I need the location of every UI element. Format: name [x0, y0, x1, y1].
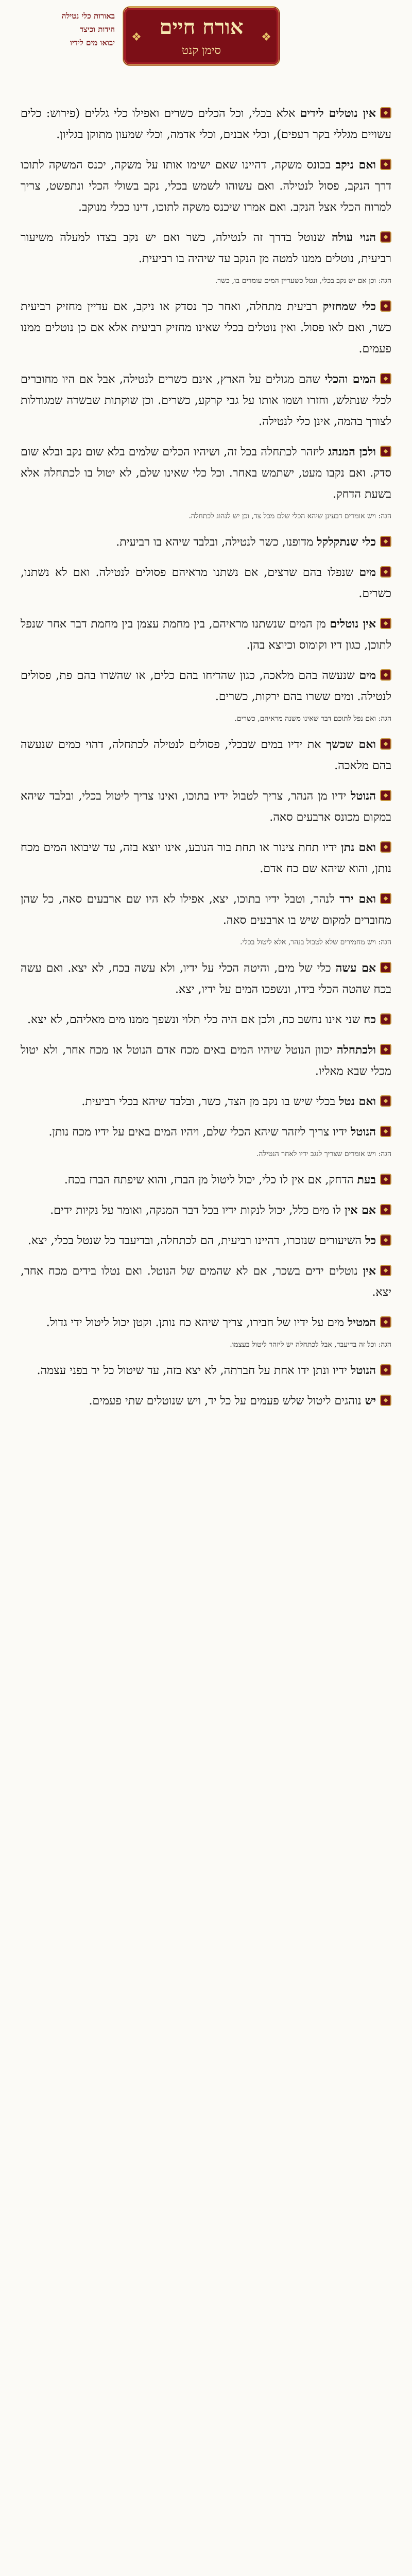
- paragraph-lead: ולכן המנהג: [328, 445, 376, 459]
- paragraph-lead: אין נוטלים לידים: [300, 107, 376, 120]
- paragraph-marker-icon: [380, 373, 391, 384]
- paragraph: [21, 665, 391, 707]
- paragraph: [21, 1122, 391, 1143]
- paragraph: [21, 1170, 391, 1191]
- paragraph-marker-icon: [380, 1044, 391, 1055]
- gloss-note: הגה: ויש אומרים דבעינן שיהא הכלי שלם מכל צד, וכן יש לנהוג לכתחלה.: [188, 512, 391, 520]
- paragraph-text: אלא בכלי, וכל הכלים כשרים ואפילו כלי גללים (פירוש: כלים עשויים מגללי בקר רעפים), וכלי אבנים, וכלי אדמה, וכלי שמעון מתוקן בגליון.: [21, 107, 391, 141]
- paragraph-text: ליזהר לכתחלה בכל זה, ושיהיו הכלים שלמים בלא שום נקב ובלא שום סדק. ואם נקבו מעט, ישתמש באחר. וכל כלי שאינו שלם, לא יטול בו לכתחלה אלא בשעת הדחק.: [21, 446, 391, 501]
- paragraph: [21, 369, 391, 432]
- paragraph: [21, 1230, 391, 1251]
- paragraph: [21, 1200, 391, 1221]
- gloss-note: הגה: וכל זה בדיעבד, אבל לכתחלה יש ליזהר ליטול בעצמו.: [230, 1341, 391, 1349]
- header-side-text: [14, 9, 115, 49]
- paragraph-lead: הנוי עולה: [332, 231, 376, 244]
- paragraph-text: ידיו צריך ליזהר שיהא הכלי שלם, ויהיו המים באים על ידיו מכח נותן.: [48, 1126, 351, 1139]
- paragraph-text: בכלי שיש בו נקב מן הצד, כשר, ובלבד שיהא בכלי רביעית.: [81, 1095, 339, 1108]
- paragraph-marker-icon: [380, 738, 391, 750]
- paragraph-text: לו מים כלל, יכול לנקות ידיו בכל דבר המנקה, ואומר על נקיות ידים.: [50, 1204, 345, 1217]
- paragraph-lead: מים: [359, 669, 376, 682]
- paragraph: [21, 958, 391, 1000]
- paragraph: [21, 786, 391, 828]
- paragraph-lead: ולכתחלה: [336, 1043, 376, 1057]
- paragraph-text: ידיו ונתן ידו אחת על חברתה, לא יצא בזה, עד שיטול כל יד בפני עצמה.: [37, 1364, 351, 1377]
- paragraph-lead: אם עשה: [335, 961, 376, 975]
- paragraph-marker-icon: [380, 1095, 391, 1107]
- header: [0, 0, 412, 103]
- paragraph-text: נוטלים ידים בשכר, אם לא שהמים של הנוטל. ואם נטלו בידים מכח אחר, יצא.: [21, 1265, 391, 1299]
- paragraph: [21, 155, 391, 218]
- paragraph-text: שני אינו נחשב כח, ולכן אם היה כלי תלוי ונשפך ממנו מים מאליהם, לא יצא.: [27, 1013, 364, 1026]
- paragraph: [21, 1009, 391, 1030]
- page-subtitle: סימן קנט: [181, 44, 221, 57]
- paragraph-text: יכוון הנוטל שיהיו המים באים מכח אדם הנוטל או מכח אחר, ולא יטול מכלי שבא מאליו.: [21, 1044, 391, 1078]
- paragraph-marker-icon: [380, 566, 391, 578]
- paragraph: [21, 1091, 391, 1112]
- side-line: באורות כלי נטילה: [61, 11, 115, 21]
- paragraph-lead: כח: [364, 1013, 376, 1026]
- paragraph-lead: ואם נטל: [339, 1095, 376, 1108]
- paragraph-text: רביעית מתחלה, ואחר כך נסדק או ניקב, אם עדיין מחזיק רביעית כשר, ואם לאו פסול. ואין נוטלים בכלי שאינו מחזיק רביעית אלא אם כן נוטלים ממנו פעמים.: [21, 300, 391, 355]
- paragraph: [21, 837, 391, 879]
- paragraph-marker-icon: [380, 107, 391, 118]
- paragraph-marker-icon: [380, 231, 391, 243]
- paragraph: [21, 1040, 391, 1082]
- paragraph-lead: כלי שנתקלקל: [317, 535, 376, 549]
- paragraph-lead: ואם שכשך: [326, 738, 376, 751]
- paragraph-marker-icon: [380, 618, 391, 629]
- paragraph-marker-icon: [380, 1174, 391, 1185]
- gloss-note: הגה: וכן אם יש נקב בכלי, ונטל כשעדיין המים עומדים בו, כשר.: [215, 277, 391, 285]
- page-title: אורח חיים: [159, 15, 244, 39]
- paragraph-text: שנפלו בהם שרצים, אם נשתנו מראיהם פסולים לנטילה. ואם לא נשתנו, כשרים.: [21, 566, 391, 600]
- ornament-icon: ❖: [131, 31, 142, 44]
- paragraph-lead: הנוטל: [350, 1125, 376, 1139]
- paragraph-marker-icon: [380, 1013, 391, 1025]
- paragraph-marker-icon: [380, 1126, 391, 1137]
- paragraph-marker-icon: [380, 1395, 391, 1406]
- paragraph-marker-icon: [380, 536, 391, 547]
- paragraph-text: שנוטל בדרך זה לנטילה, כשר ואם יש נקב בצדו למעלה משיעור רביעית, נוטלים ממנו למטה מן הנקב עד שיהיה בו רביעית.: [21, 231, 391, 265]
- paragraph-text: מן המים שנשתנו מראיהם, בין מחמת עצמן בין מחמת דבר אחר שנפל לתוכן, כגון דיו וקומוס וכיוצא בהן.: [21, 618, 391, 652]
- gloss-note: הגה: ויש אומרים שצריך לנגב ידיו לאחר הנטילה.: [256, 1150, 391, 1158]
- paragraph-marker-icon: [380, 1364, 391, 1376]
- paragraph: [21, 1261, 391, 1303]
- paragraph-text: נוהגים ליטול שלש פעמים על כל יד, ויש שנוטלים שתי פעמים.: [89, 1395, 365, 1408]
- paragraph-marker-icon: [380, 1316, 391, 1328]
- paragraph-text: השיעורים שנזכרו, דהיינו רביעית, הם לכתחלה, ובדיעבד כל שנטל בכלי, יצא.: [27, 1234, 365, 1247]
- paragraph: [21, 227, 391, 269]
- main-content: [21, 103, 391, 1421]
- paragraph-lead: ואם נתן: [341, 841, 376, 854]
- paragraph: [21, 442, 391, 505]
- side-line: הידות וכיצד: [79, 25, 115, 34]
- paragraph-lead: ואם ירד: [339, 892, 376, 906]
- paragraph-lead: הנוטל: [350, 789, 376, 803]
- paragraph-text: כלי של מים, והיטה הכלי על ידיו, ולא עשה בכח, לא יצא. ואם עשה בכח שהטה הכלי בידו, ונשפכו המים על ידיו, יצא.: [21, 962, 391, 996]
- paragraph: [21, 889, 391, 931]
- paragraph-lead: כל: [365, 1234, 376, 1247]
- paragraph-text: ידיו מן הנהר, צריך לטבול ידיו בתוכו, ואינו צריך ליטול בכלי, ובלבד שיהא במקום מכונס ארבעים סאה.: [21, 790, 391, 824]
- paragraph-text: שנעשה בהם מלאכה, כגון שהדיחו בהם כלים, או שהשרו בהם פת, פסולים לנטילה. ומים ששרו בהם ירקות, כשרים.: [21, 669, 391, 703]
- paragraph-marker-icon: [380, 893, 391, 904]
- paragraph: [21, 1312, 391, 1333]
- paragraph-marker-icon: [380, 1265, 391, 1276]
- paragraph-text: מים על ידיו של חבירו, צריך שיהא כח נותן. וקטן יכול ליטול ידי גדול.: [46, 1316, 348, 1329]
- paragraph-lead: הנוטל: [350, 1364, 376, 1377]
- paragraph-lead: אין: [363, 1264, 376, 1278]
- paragraph-lead: כלי שמחזיק: [322, 300, 376, 313]
- paragraph-lead: בעת: [357, 1173, 376, 1187]
- paragraph-lead: אם אין: [344, 1204, 376, 1217]
- gloss-note: הגה: ויש מחמירים שלא לטבול בנהר, אלא ליטול בכלי.: [240, 938, 391, 946]
- paragraph-marker-icon: [380, 1204, 391, 1215]
- paragraph: [21, 1391, 391, 1412]
- gloss-note: הגה: ואם נפל לתוכם דבר שאינו משנה מראיהם, כשרים.: [234, 715, 391, 723]
- title-banner: [123, 6, 280, 66]
- paragraph: [21, 103, 391, 145]
- paragraph-marker-icon: [380, 1234, 391, 1246]
- paragraph-text: מדופנו, כשר לנטילה, ובלבד שיהא בו רביעית.: [116, 536, 317, 549]
- paragraph: [21, 614, 391, 656]
- paragraph-lead: יש: [365, 1394, 376, 1408]
- paragraph-lead: המטיל: [347, 1316, 376, 1329]
- paragraph-marker-icon: [380, 669, 391, 681]
- paragraph-lead: אין נוטלים: [330, 617, 376, 631]
- paragraph: [21, 532, 391, 553]
- paragraph-text: שהם מגולים על הארץ, אינם כשרים לנטילה, אבל אם היו מחוברים לכלי שנתלש, וחזרו ושמו אותו על גבי קרקע, כשרים. וכן שוקתות שבשדה שמגודלות לצורך בהמה, אינן כלי לנטילה.: [21, 373, 391, 428]
- paragraph-lead: מים: [359, 566, 376, 579]
- ornament-icon: ❖: [261, 31, 271, 44]
- paragraph-text: ידיו תחת צינור או תחת בור הנובע, אינו יוצא בזה, עד שיבואו המים מכח נותן, והוא שיהא שם כח אדם.: [21, 841, 391, 875]
- paragraph-marker-icon: [380, 841, 391, 853]
- paragraph: [21, 296, 391, 360]
- paragraph-marker-icon: [380, 159, 391, 170]
- paragraph-text: את ידיו במים שבכלי, פסולים לנטילה לכתחלה, דהוי כמים שנעשה בהם מלאכה.: [21, 738, 391, 772]
- paragraph: [21, 562, 391, 604]
- paragraph-text: הדחק, אם אין לו כלי, יכול ליטול מן הברז, והוא שיפתח הברז בכח.: [64, 1174, 357, 1187]
- paragraph-marker-icon: [380, 790, 391, 801]
- paragraph-text: בכונס משקה, דהיינו שאם ישימו אותו על משקה, יכנס המשקה לתוכו דרך הנקב, פסול לנטילה. ואם עשוהו לשמש בכלי, נקב בשולי הכלי ונתפשט, צריך למרוח הכלי אצל הנקב. ואם אמרו שיכנס משקה לתוכו, דינו ככלי מנוקב.: [21, 159, 391, 214]
- paragraph-marker-icon: [380, 446, 391, 457]
- paragraph: [21, 1360, 391, 1381]
- paragraph-text: לנהר, וטבל ידיו בתוכו, יצא, אפילו לא היו שם ארבעים סאה, כל שהן מחוברים למקום שיש בו ארבעים סאה.: [21, 893, 391, 927]
- paragraph-lead: ואם ניקב: [335, 158, 376, 172]
- paragraph: [21, 734, 391, 776]
- side-line: יבואו מים לידיו: [70, 38, 115, 47]
- paragraph-marker-icon: [380, 300, 391, 312]
- paragraph-lead: המים והכלי: [324, 372, 376, 386]
- paragraph-marker-icon: [380, 962, 391, 973]
